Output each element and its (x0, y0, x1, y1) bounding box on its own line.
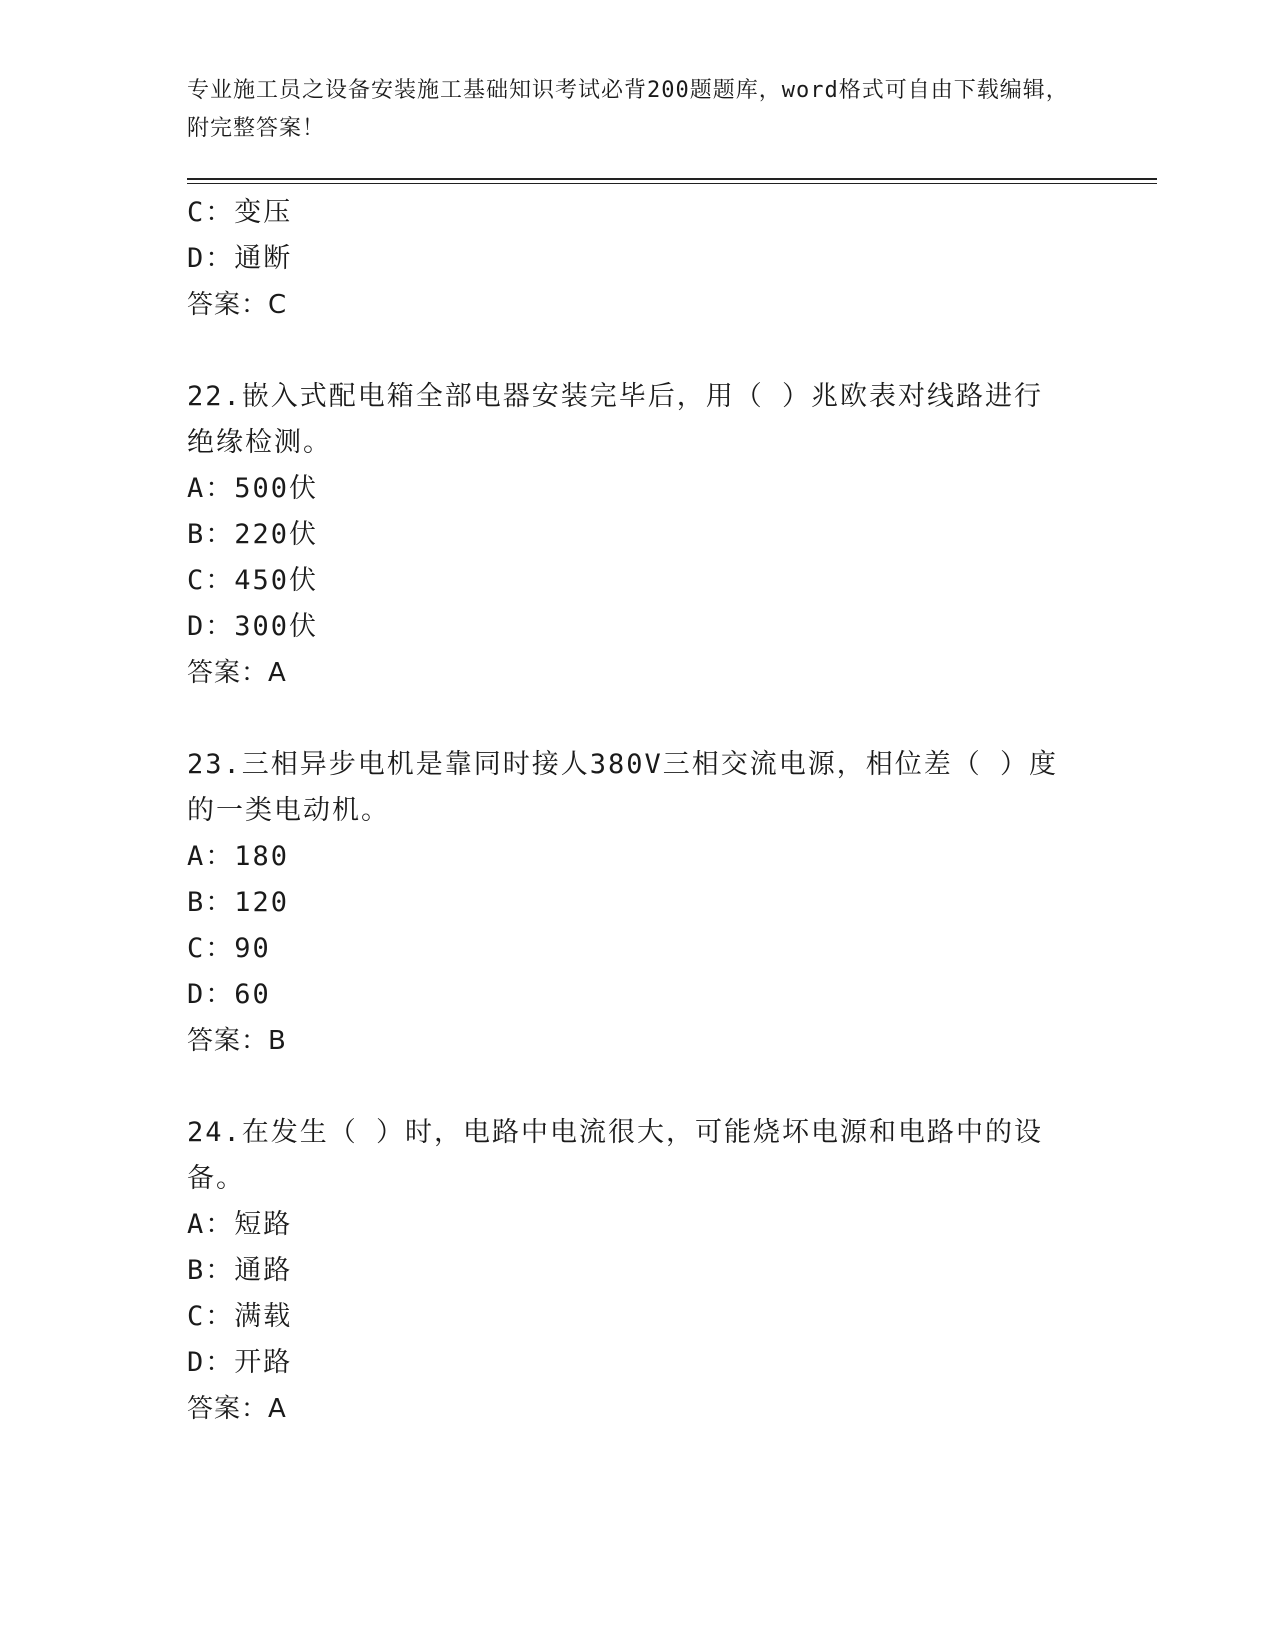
option-b: B：220伏 (187, 519, 319, 550)
option-c: C：变压 (187, 197, 293, 228)
answer-line: 答案：B (187, 1026, 287, 1056)
continued-question (187, 190, 1087, 328)
question-stem: 22.嵌入式配电箱全部电器安装完毕后，用（ ）兆欧表对线路进行绝缘检测。 (187, 381, 1044, 458)
document-page (187, 0, 1157, 1650)
document-body (187, 190, 1087, 1432)
option-a: A：短路 (187, 1209, 293, 1240)
question-24 (187, 1110, 1087, 1432)
option-d: D：60 (187, 979, 271, 1010)
option-c: C：450伏 (187, 565, 319, 596)
header-divider-thin (187, 183, 1157, 184)
option-a: A：180 (187, 841, 290, 872)
document-header-title: 专业施工员之设备安装施工基础知识考试必背200题题库，word格式可自由下载编辑，附完整答案！ (187, 78, 1069, 141)
header-divider-thick (187, 178, 1157, 180)
spacer (187, 1064, 1087, 1110)
question-stem: 24.在发生（ ）时，电路中电流很大，可能烧坏电源和电路中的设备。 (187, 1117, 1044, 1194)
option-d: D：300伏 (187, 611, 319, 642)
option-d: D：开路 (187, 1347, 293, 1378)
option-a: A：500伏 (187, 473, 319, 504)
spacer (187, 696, 1087, 742)
answer-line: 答案：C (187, 290, 288, 320)
spacer (187, 328, 1087, 374)
answer-line: 答案：A (187, 658, 287, 688)
question-stem: 23.三相异步电机是靠同时接人380V三相交流电源，相位差（ ）度的一类电动机。 (187, 749, 1059, 826)
question-23 (187, 742, 1087, 1064)
option-c: C：满载 (187, 1301, 293, 1332)
option-c: C：90 (187, 933, 271, 964)
option-b: B：120 (187, 887, 290, 918)
answer-line: 答案：A (187, 1394, 287, 1424)
option-d: D：通断 (187, 243, 293, 274)
question-22 (187, 374, 1087, 696)
option-b: B：通路 (187, 1255, 293, 1286)
